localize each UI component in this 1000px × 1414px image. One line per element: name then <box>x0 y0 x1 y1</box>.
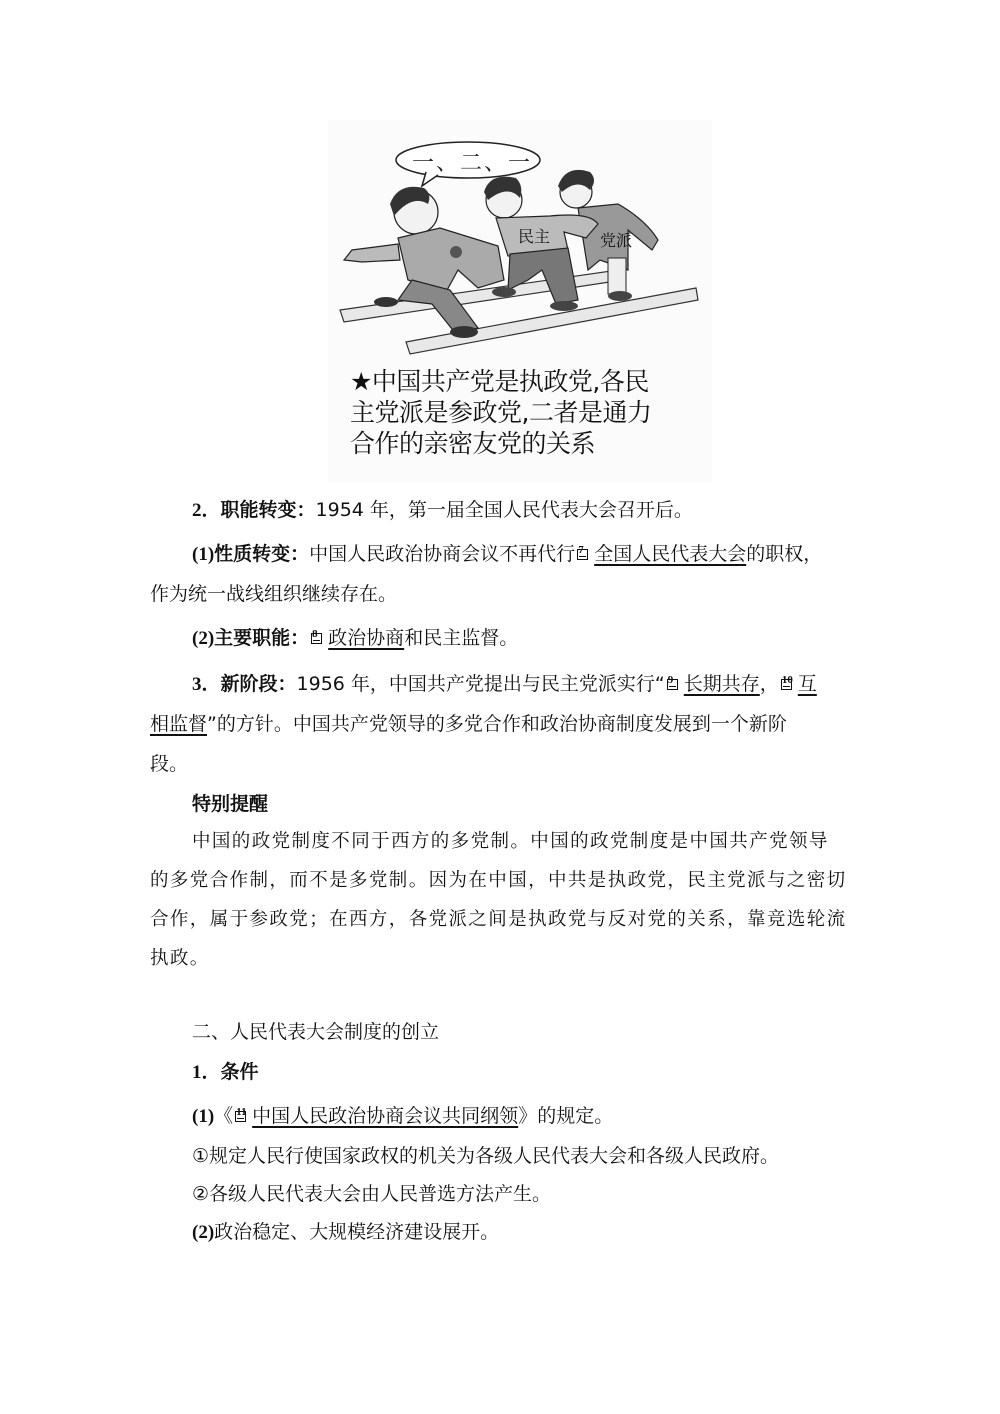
speech-bubble-text: 一、二、一 <box>412 151 533 176</box>
section-2-point-1: ①规定人民行使国家政权的机关为各级人民代表大会和各级人民政府。 <box>192 1145 780 1167</box>
star-icon: ★ <box>350 367 372 396</box>
blank-marker-icon: 8 <box>309 628 326 646</box>
blank-marker-icon: 11 <box>233 1106 250 1124</box>
cartoon-illustration <box>328 120 712 482</box>
shirt-label-minzhu: 民主 <box>518 227 551 246</box>
item-3-line-2: 相监督”的方针。中国共产党领导的多党合作和政治协商制度发展到一个新阶 <box>150 713 787 735</box>
item-2-1-line: (1)性质转变：中国人民政治协商会议不再代行 7 全国人民代表大会的职权， <box>192 543 823 565</box>
section-2-heading: 二、人民代表大会制度的创立 <box>192 1021 440 1043</box>
answer-blank-10: 10 互 <box>779 673 817 695</box>
answer-blank-8: 8 政治协商 <box>309 627 404 649</box>
blank-marker-icon: 10 <box>779 674 796 692</box>
section-2-item-1: 1．条件 <box>192 1061 259 1083</box>
answer-blank-11: 11 中国人民政治协商会议共同纲领 <box>233 1105 518 1127</box>
item-3-continuation: 段。 <box>150 753 189 775</box>
item-2-heading: 职能转变： <box>220 499 316 521</box>
item-2-1-continuation: 作为统一战线组织继续存在。 <box>150 583 398 605</box>
special-note-line-2: 的多党合作制，而不是多党制。因为在中国，中共是执政党，民主党派与之密切 <box>150 870 847 891</box>
special-note-line-4: 执政。 <box>150 948 210 969</box>
item-3-line: 3．新阶段：1956 年，中国共产党提出与民主党派实行“ 9 长期共存， 10 互 <box>192 673 817 695</box>
blank-marker-icon: 7 <box>575 544 592 562</box>
special-note-line-3: 合作，属于参政党；在西方，各党派之间是执政党与反对党的关系，靠竞选轮流 <box>150 909 847 930</box>
item-2-2-line: (2)主要职能： 8 政治协商和民主监督。 <box>192 627 519 649</box>
special-note-title: 特别提醒 <box>192 793 269 815</box>
answer-blank-10-cont: 相监督 <box>150 713 208 735</box>
item-2-heading-line: 2．职能转变：1954 年，第一届全国人民代表大会召开后。 <box>192 499 693 521</box>
special-note-line-1: 中国的政党制度不同于西方的多党制。中国的政党制度是中国共产党领导 <box>192 831 829 852</box>
figure-caption: ★中国共产党是执政党,各民 主党派是参政党,二者是通力 合作的亲密友党的关系 <box>350 367 652 458</box>
section-2-item-1-2: (2)政治稳定、大规模经济建设展开。 <box>192 1221 500 1243</box>
blank-marker-icon: 9 <box>665 674 682 692</box>
section-2-point-2: ②各级人民代表大会由人民普选方法产生。 <box>192 1183 552 1205</box>
answer-blank-7: 7 全国人民代表大会 <box>575 543 746 565</box>
shirt-label-dangpai: 党派 <box>600 231 633 250</box>
answer-blank-9: 9 长期共存 <box>665 673 760 695</box>
section-2-item-1-1: (1)《 11 中国人民政治协商会议共同纲领》的规定。 <box>192 1105 614 1127</box>
